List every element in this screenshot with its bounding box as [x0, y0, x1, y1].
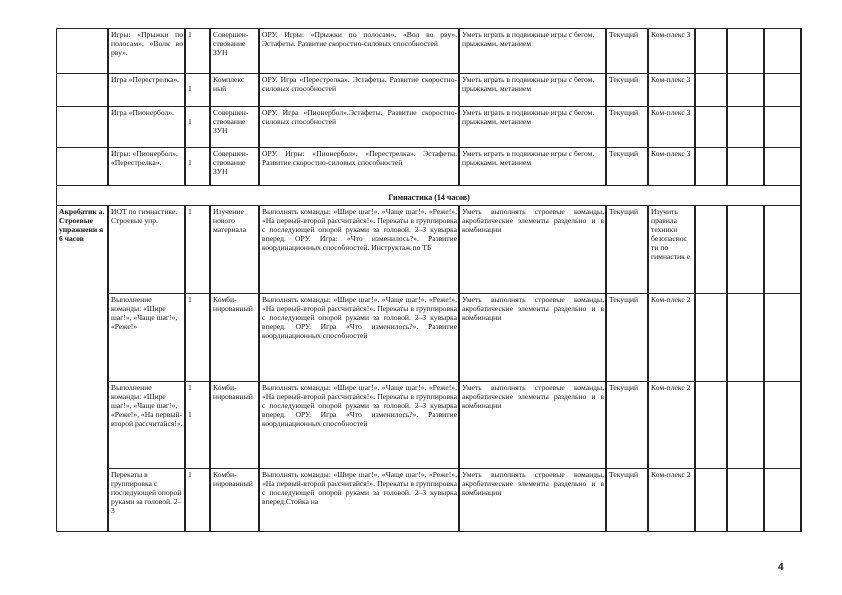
date-cell	[696, 29, 728, 74]
topic-cell: Выполнение команды: «Шире шаг!», «Чаще шаг!», «Реже!»	[109, 294, 186, 382]
requirements-cell: Уметь выполнять строевые команды, акробатические элементы раздельно и в комбинации	[460, 294, 607, 382]
topic-cell: Игра «Пионербол».	[109, 107, 186, 148]
lesson-plan-table	[56, 28, 802, 532]
table-row	[57, 107, 802, 148]
control-cell: Текущий	[607, 107, 649, 148]
control-cell: Текущий	[607, 206, 649, 294]
table-row	[57, 469, 802, 532]
homework-cell: Ком-плекс 3	[649, 148, 696, 186]
homework-cell: Ком-плекс 3	[649, 107, 696, 148]
date-cell	[696, 294, 728, 382]
requirements-cell: Уметь играть в подвижные игры с бегом, прыжками, метанием	[460, 107, 607, 148]
control-cell: Текущий	[607, 382, 649, 469]
date-cell	[696, 206, 728, 294]
hours-cell: 1	[186, 294, 211, 382]
content-cell: Выполнять команды: «Шире шаг!», «Чаще шаг!», «Реже!», «На первый-второй рассчитайся!». Перекаты в группировка с последующей опорой руками за головой. 2–3 кувырка вперед. ОРУ. Игра: «Что изменилось?». Развитие координационных способностей. Инструктаж по ТБ	[260, 206, 460, 294]
date-cell	[728, 148, 765, 186]
topic-cell: Игры: «Пионербол», «Перестрелка».	[109, 148, 186, 186]
hours-cell: 1	[186, 469, 211, 532]
content-cell: Выполнять команды: «Шире шаг!», «Чаще шаг!», «Реже!», «На первый-второй рассчитайся!». Перекаты в группировка с последующей опорой руками за головой. 2–3 кувырка вперед. ОРУ. Игра «Что изменилось?». Развитие координационных способностей	[260, 382, 460, 469]
homework-cell: Ком-плекс 2	[649, 294, 696, 382]
content-cell: ОРУ. Игра «Перестрелка». Эстафеты. Развитие скоростно-силовых способностей	[260, 74, 460, 107]
section-row	[57, 186, 802, 206]
date-cell	[765, 294, 802, 382]
side-cell	[57, 148, 109, 186]
lesson-type-cell: Комплекс ный	[211, 74, 260, 107]
content-cell: ОРУ. Игры: «Пионербол», «Перестрелка». Эстафеты. Развитие скоростно-силовых способностей	[260, 148, 460, 186]
date-cell	[728, 206, 765, 294]
side-cell	[57, 74, 109, 107]
requirements-cell: Уметь выполнять строевые команды, акробатические элементы раздельно и в комбинации	[460, 382, 607, 469]
date-cell	[696, 107, 728, 148]
page-number: 4	[778, 562, 784, 573]
homework-cell: Изучить правила техники безопаснос ти по гимнастик е	[649, 206, 696, 294]
requirements-cell: Уметь выполнять строевые команды, акробатические элементы раздельно и в комбинации	[460, 469, 607, 532]
homework-cell: Ком-плекс 2	[649, 382, 696, 469]
lesson-type-cell: Совершен-ствование ЗУН	[211, 29, 260, 74]
lesson-type-cell: Совершен-ствование ЗУН	[211, 148, 260, 186]
table-row	[57, 294, 802, 382]
date-cell	[728, 294, 765, 382]
hours-cell: 1	[186, 206, 211, 294]
table-row	[57, 74, 802, 107]
topic-cell: Выполнение команды: «Шире шаг!», «Чаще шаг!», «Реже!», «На первый-второй рассчитайся!».	[109, 382, 186, 469]
date-cell	[765, 148, 802, 186]
topic-cell: Игры: «Прыжки по полосам», «Волк во рву».	[109, 29, 186, 74]
side-cell	[57, 107, 109, 148]
date-cell	[728, 107, 765, 148]
homework-cell: Ком-плекс 2	[649, 469, 696, 532]
hours-cell	[186, 382, 211, 469]
date-cell	[728, 74, 765, 107]
topic-cell: Игра «Перестрелка».	[109, 74, 186, 107]
table-row	[57, 206, 802, 294]
requirements-cell: Уметь играть в подвижные игры с бегом, прыжками, метанием	[460, 148, 607, 186]
date-cell	[765, 206, 802, 294]
date-cell	[765, 29, 802, 74]
date-cell	[765, 74, 802, 107]
hours-cell: 1	[186, 107, 211, 148]
homework-cell: Ком-плекс 3	[649, 29, 696, 74]
date-cell	[765, 107, 802, 148]
content-cell: Выполнять команды: «Шире шаг!», «Чаще шаг!», «Реже!», «На первый-второй рассчитайся!». Перекаты в группировка с последующей опорой руками за головой. 2–3 кувырка вперед.Стойка на	[260, 469, 460, 532]
homework-cell: Ком-плекс 3	[649, 74, 696, 107]
date-cell	[696, 148, 728, 186]
date-cell	[765, 382, 802, 469]
control-cell: Текущий	[607, 74, 649, 107]
lesson-type-cell: Комби-нированный	[211, 294, 260, 382]
lesson-type-cell: Комби-нированный	[211, 469, 260, 532]
table-row	[57, 148, 802, 186]
date-cell	[728, 29, 765, 74]
section-title: Гимнастика (14 часов)	[57, 186, 802, 206]
hours-extra-value: 1	[188, 410, 192, 419]
topic-cell: Перекаты в группировка с последующей опорой руками за головой. 2–3	[109, 469, 186, 532]
date-cell	[765, 469, 802, 532]
date-cell	[696, 469, 728, 532]
content-cell: Выполнять команды: «Шире шаг!», «Чаще шаг!», «Реже!», «На первый-второй рассчитайся!». Перекаты в группировка с последующей опорой руками за головой. 2–3 кувырка вперед. ОРУ. Игра «Что изменилось?». Развитие координационных способностей	[260, 294, 460, 382]
control-cell: Текущий	[607, 469, 649, 532]
hours-cell: 1	[186, 148, 211, 186]
date-cell	[728, 469, 765, 532]
table-row	[57, 382, 802, 469]
table-row	[57, 29, 802, 74]
hours-cell: 1	[186, 29, 211, 74]
side-cell	[57, 29, 109, 74]
side-label: Акробатик а. Строевые упражнени я 6 часов	[57, 206, 109, 532]
requirements-cell: Уметь выполнять строевые команды, акробатические элементы раздельно и в комбинации	[460, 206, 607, 294]
requirements-cell: Уметь играть в подвижные игры с бегом, прыжками, метанием	[460, 29, 607, 74]
date-cell	[728, 382, 765, 469]
lesson-type-cell: Совершен-ствование ЗУН	[211, 107, 260, 148]
date-cell	[696, 382, 728, 469]
content-cell: ОРУ. Игры: «Прыжки по полосам», «Вол во рву». Эстафеты. Развитие скоростно-силовых способностей	[260, 29, 460, 74]
requirements-cell: Уметь играть в подвижные игры с бегом, прыжками, метанием	[460, 74, 607, 107]
lesson-type-cell: Изучение нового материала	[211, 206, 260, 294]
topic-cell: ИОТ по гимнастике. Строевые упр.	[109, 206, 186, 294]
control-cell: Текущий	[607, 29, 649, 74]
hours-cell: 1	[186, 74, 211, 107]
lesson-type-cell: Комби-нированный	[211, 382, 260, 469]
control-cell: Текущий	[607, 294, 649, 382]
content-cell: ОРУ. Игра «Пионербол».Эстафеты. Развитие скоростно-силовых способностей	[260, 107, 460, 148]
hours-value: 1	[188, 383, 192, 392]
control-cell: Текущий	[607, 148, 649, 186]
date-cell	[696, 74, 728, 107]
